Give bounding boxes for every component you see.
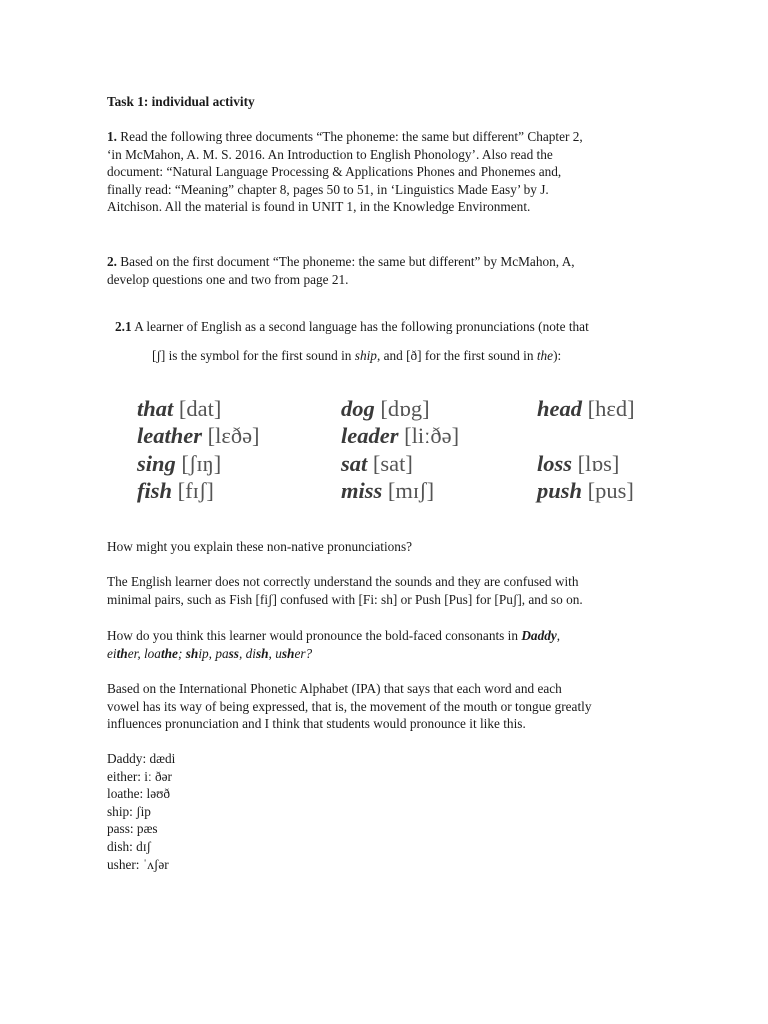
answer-b-line-2: vowel has its way of being expressed, that is, the movement of the mouth or tongue greatly (107, 698, 592, 714)
pronunciation-table (137, 396, 657, 516)
transcription-item: pass: pæs (107, 821, 158, 837)
question-1 (107, 128, 667, 216)
question-a: How might you explain these non-native pronunciations? (107, 539, 413, 554)
question-b-line-2: either, loathe; ship, pass, dish, usher? (107, 645, 313, 661)
answer-a-line-2: minimal pairs, such as Fish [fiʃ] confused with [Fi: sh] or Push [Pus] for [Puʃ], and so on. (107, 591, 583, 607)
transcription-item: dish: dɪʃ (107, 838, 151, 854)
transcription-item: usher: ˈʌʃər (107, 856, 169, 872)
q2-line-2: develop questions one and two from page 21. (107, 271, 349, 287)
pron-entry: push [pus] (537, 478, 634, 503)
pron-entry: miss [mɪʃ] (341, 478, 435, 503)
q1-line-5: Aitchison. All the material is found in UNIT 1, in the Knowledge Environment. (107, 199, 531, 215)
answer-a (107, 573, 667, 608)
q1-line-4: finally read: “Meaning” chapter 8, pages 50 to 51, in ‘Linguistics Made Easy’ by J. (107, 181, 549, 197)
transcription-item: either: iː ðər (107, 768, 172, 784)
answer-b-line-1: Based on the International Phonetic Alphabet (IPA) that says that each word and each (107, 681, 562, 696)
transcription-item: ship: ʃip (107, 803, 151, 819)
question-2 (107, 253, 667, 288)
pron-entry: fish [fɪʃ] (137, 478, 214, 503)
question-2-1 (115, 318, 675, 336)
pron-entry: leather [lɛðə] (137, 423, 260, 448)
q21-line-2: [ʃ] is the symbol for the first sound in ship, and [ð] for the first sound in the): (152, 348, 562, 363)
q1-line-1: 1. Read the following three documents “The phoneme: the same but different” Chapter 2, (107, 129, 583, 144)
answer-b (107, 680, 667, 733)
pron-entry: that [dat] (137, 396, 222, 421)
transcription-list (107, 750, 667, 873)
pron-entry: sat [sat] (341, 451, 413, 476)
transcription-item: Daddy: dædi (107, 751, 176, 766)
pron-entry: dog [dɒg] (341, 396, 430, 421)
transcription-item: loathe: ləʊð (107, 786, 171, 802)
pron-entry: sing [ʃɪŋ] (137, 451, 222, 476)
q1-line-3: document: “Natural Language Processing & Applications Phones and Phonemes and, (107, 164, 562, 180)
question-b-line-1: How do you think this learner would pronounce the bold-faced consonants in Daddy, (107, 628, 561, 643)
answer-b-line-3: influences pronunciation and I think that students would pronounce it like this. (107, 716, 526, 732)
q21-line-1: 2.1 A learner of English as a second language has the following pronunciations (note that (115, 319, 589, 334)
pron-entry: leader [liːðə] (341, 423, 460, 448)
question-2-1-note (152, 347, 712, 365)
q2-line-1: 2. Based on the first document “The phoneme: the same but different” by McMahon, A, (107, 254, 575, 269)
question-b (107, 627, 667, 662)
q1-line-2: ‘in McMahon, A. M. S. 2016. An Introduction to English Phonology’. Also read the (107, 146, 553, 162)
answer-a-line-1: The English learner does not correctly understand the sounds and they are confused with (107, 574, 579, 589)
pron-entry: loss [lɒs] (537, 451, 620, 476)
pron-entry: head [hɛd] (537, 396, 635, 421)
task-title: Task 1: individual activity (107, 94, 255, 109)
